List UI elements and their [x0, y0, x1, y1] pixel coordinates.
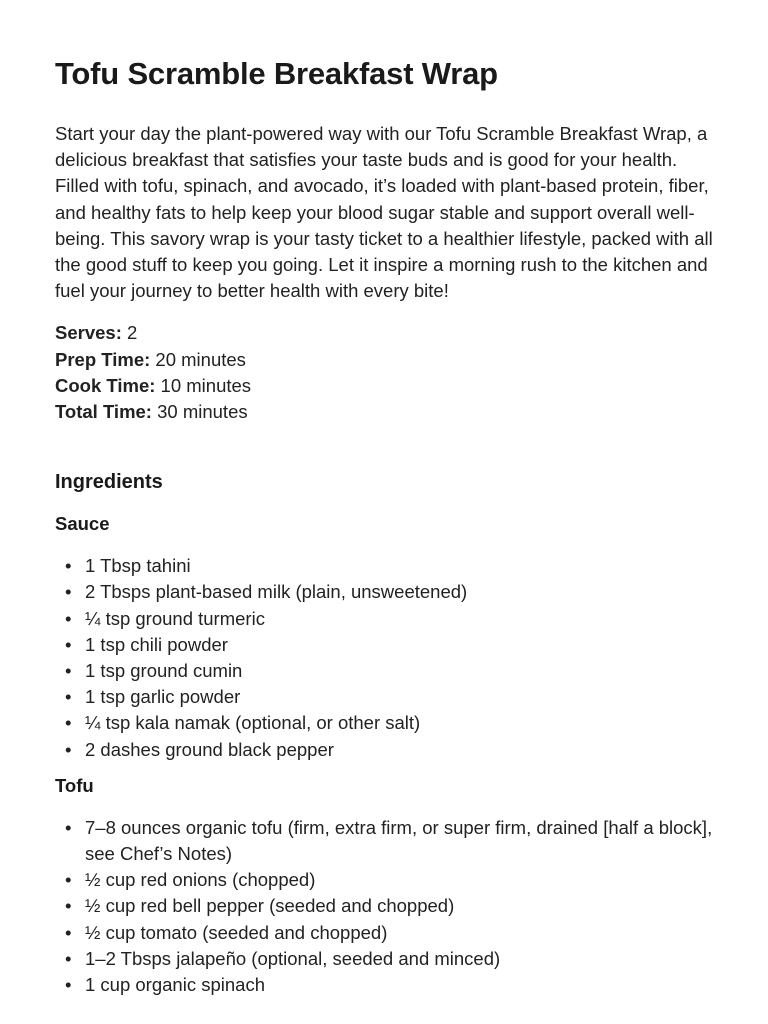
recipe-page [55, 52, 725, 998]
ingredient-text: 1 Tbsp tahini [85, 555, 191, 577]
tofu-ingredient-list [55, 815, 725, 998]
ingredient-text: 7–8 ounces organic tofu (firm, extra firm, or super firm, drained [half a block], see Chef’s Notes) [85, 816, 713, 865]
list-item [65, 737, 725, 763]
bullet-icon: • [65, 607, 72, 629]
recipe-meta [55, 320, 725, 425]
bullet-icon: • [65, 738, 72, 760]
meta-value: 2 [121, 322, 138, 344]
meta-total-time [55, 399, 725, 425]
bullet-icon: • [65, 947, 72, 969]
bullet-icon: • [65, 921, 72, 943]
list-item [65, 867, 725, 893]
ingredient-text: 1 cup organic spinach [85, 974, 265, 996]
ingredient-text: ½ cup tomato (seeded and chopped) [85, 921, 388, 943]
sauce-heading: Sauce [55, 513, 110, 535]
bullet-icon: • [65, 816, 72, 838]
list-item [65, 972, 725, 998]
list-item [65, 553, 725, 579]
bullet-icon: • [65, 555, 72, 577]
sauce-ingredient-list [55, 553, 725, 763]
meta-label: Prep Time: [55, 348, 151, 370]
recipe-title: Tofu Scramble Breakfast Wrap [55, 56, 498, 91]
list-item [65, 815, 725, 867]
meta-value: 20 minutes [150, 348, 246, 370]
list-item [65, 684, 725, 710]
tofu-heading: Tofu [55, 774, 94, 796]
ingredient-text: 1 tsp garlic powder [85, 686, 241, 708]
ingredient-text: ½ cup red bell pepper (seeded and chopped) [85, 895, 455, 917]
ingredient-text: ¼ tsp kala namak (optional, or other salt) [85, 712, 421, 734]
meta-cook-time [55, 373, 725, 399]
ingredients-heading: Ingredients [55, 471, 163, 494]
ingredient-text: 1 tsp chili powder [85, 633, 228, 655]
ingredient-text: 2 dashes ground black pepper [85, 738, 334, 760]
meta-label: Total Time: [55, 401, 152, 423]
ingredient-text: 1 tsp ground cumin [85, 660, 243, 682]
list-item [65, 946, 725, 972]
bullet-icon: • [65, 869, 72, 891]
bullet-icon: • [65, 895, 72, 917]
meta-prep-time [55, 347, 725, 373]
ingredient-text: 1–2 Tbsps jalapeño (optional, seeded and minced) [85, 947, 501, 969]
list-item [65, 606, 725, 632]
meta-value: 10 minutes [155, 374, 252, 396]
meta-label: Cook Time: [55, 374, 156, 396]
bullet-icon: • [65, 686, 72, 708]
ingredient-text: 2 Tbsps plant-based milk (plain, unsweetened) [85, 581, 468, 603]
ingredient-text: ½ cup red onions (chopped) [85, 869, 316, 891]
bullet-icon: • [65, 633, 72, 655]
list-item [65, 579, 725, 605]
ingredient-text: ¼ tsp ground turmeric [85, 607, 265, 629]
bullet-icon: • [65, 974, 72, 996]
recipe-intro: Start your day the plant-powered way with our Tofu Scramble Breakfast Wrap, a delicious breakfast that satisfies your taste buds and is good for your health. Filled with tofu, spinach, and avocado, it’s loaded with plant-based protein, fiber, and healthy fats to help keep your blood sugar stable and support overall well-being. This savory wrap is your tasty ticket to a healthier lifestyle, packed with all the good stuff to keep you going. Let it inspire a morning rush to the kitchen and fuel your journey to better health with every bite! [55, 123, 713, 302]
list-item [65, 658, 725, 684]
bullet-icon: • [65, 712, 72, 734]
bullet-icon: • [65, 660, 72, 682]
list-item [65, 893, 725, 919]
meta-value: 30 minutes [151, 401, 248, 423]
list-item [65, 632, 725, 658]
meta-label: Serves: [55, 322, 122, 344]
meta-serves [55, 320, 725, 346]
list-item [65, 920, 725, 946]
bullet-icon: • [65, 581, 72, 603]
list-item [65, 710, 725, 736]
